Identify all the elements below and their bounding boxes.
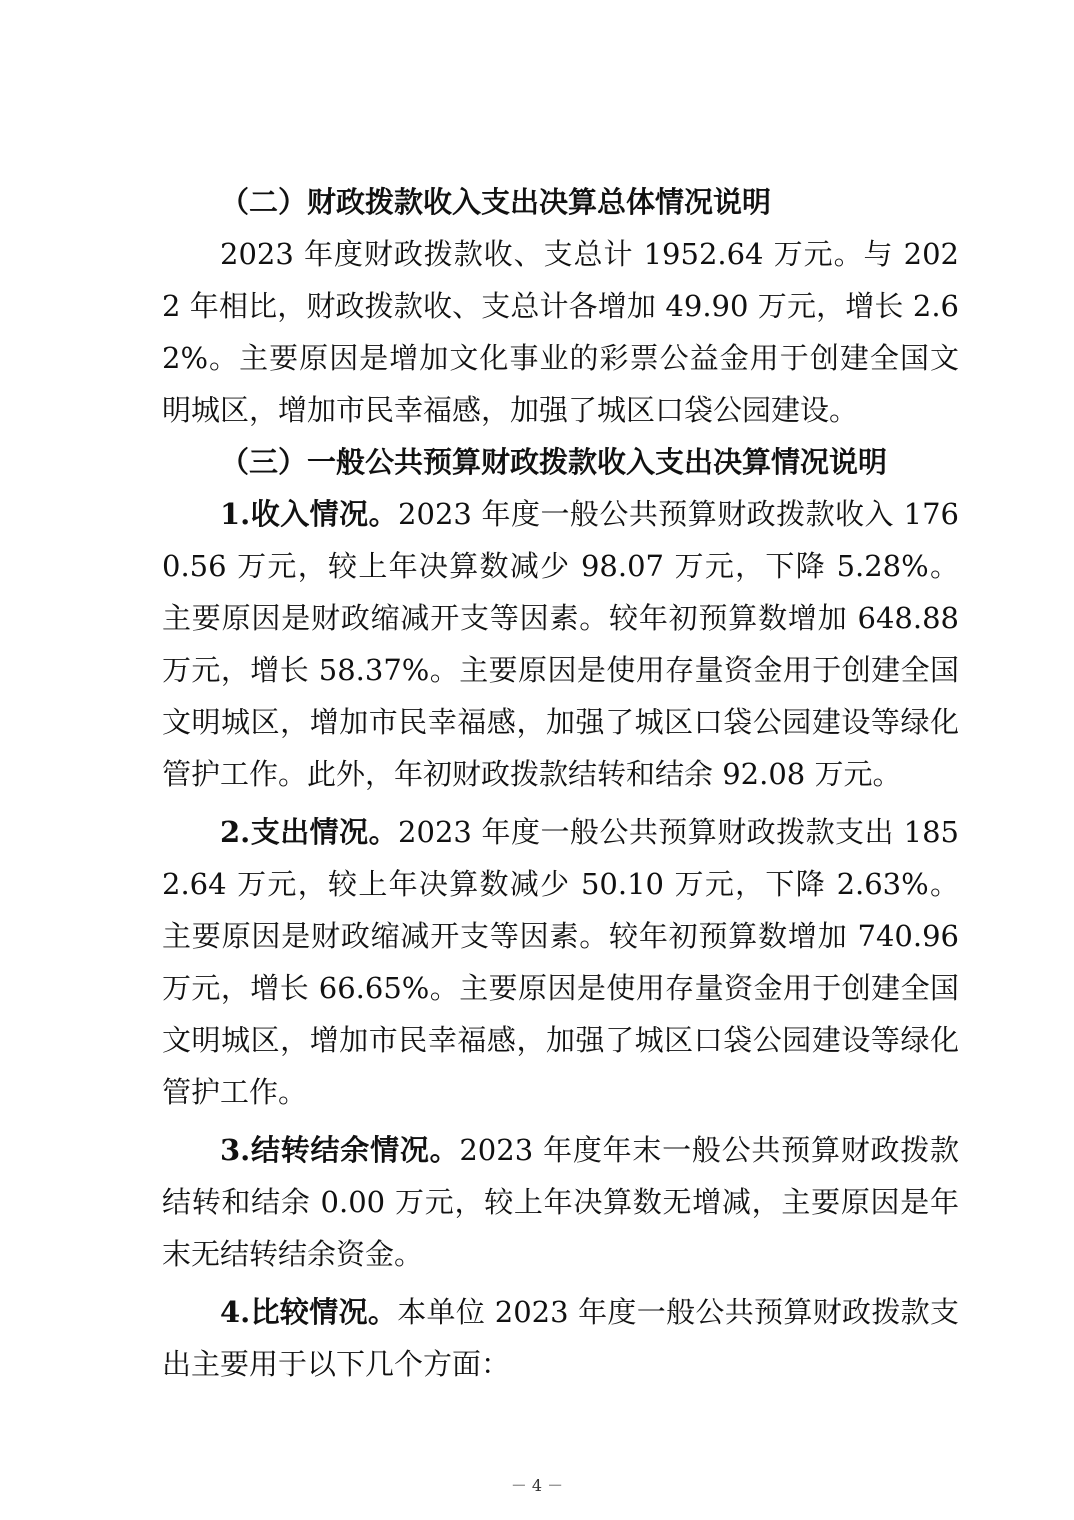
document-body — [162, 176, 959, 1390]
paragraph-income — [162, 488, 959, 800]
paragraph-text: 2023 年度财政拨款收、支总计 1952.64 万元。与 2022 年相比，财政拨款收、支总计各增加 49.90 万元，增长 2.62%。主要原因是增加文化事业的彩票公益金用于创建全国文明城区，增加市民幸福感，加强了城区口袋公园建设。 — [162, 237, 959, 427]
paragraph-text: 本单位 2023 年度一般公共预算财政拨款支出主要用于以下几个方面： — [162, 1295, 959, 1381]
paragraph-text: 2023 年度一般公共预算财政拨款支出 1852.64 万元，较上年决算数减少 50.10 万元，下降 2.63%。主要原因是财政缩减开支等因素。较年初预算数增加 740.96 万元，增长 66.65%。主要原因是使用存量资金用于创建全国文明城区，增加市民幸福感，加强了城区口袋公园建设等绿化管护工作。 — [162, 815, 960, 1109]
paragraph-comparison — [162, 1286, 959, 1390]
paragraph-text: 2023 年度一般公共预算财政拨款收入 1760.56 万元，较上年决算数减少 98.07 万元，下降 5.28%。主要原因是财政缩减开支等因素。较年初预算数增加 648.88 万元，增长 58.37%。主要原因是使用存量资金用于创建全国文明城区，增加市民幸福感，加强了城区口袋公园建设等绿化管护工作。此外，年初财政拨款结转和结余 92.08 万元。 — [162, 497, 960, 791]
paragraph-lead: 1.收入情况。 — [220, 497, 399, 531]
paragraph-lead: 3.结转结余情况。 — [220, 1133, 460, 1167]
section-heading-3: （三）一般公共预算财政拨款收入支出决算情况说明 — [220, 445, 888, 479]
paragraph-carryover — [162, 1124, 959, 1280]
paragraph-expenditure — [162, 806, 959, 1118]
paragraph-overall-summary — [162, 228, 959, 436]
section-heading-2: （二）财政拨款收入支出决算总体情况说明 — [220, 185, 772, 219]
page-number: － 4 － — [510, 1476, 564, 1495]
paragraph-text: 2023 年度年末一般公共预算财政拨款结转和结余 0.00 万元，较上年决算数无增减，主要原因是年末无结转结余资金。 — [162, 1133, 959, 1271]
paragraph-lead: 4.比较情况。 — [220, 1295, 398, 1329]
paragraph-lead: 2.支出情况。 — [220, 815, 399, 849]
